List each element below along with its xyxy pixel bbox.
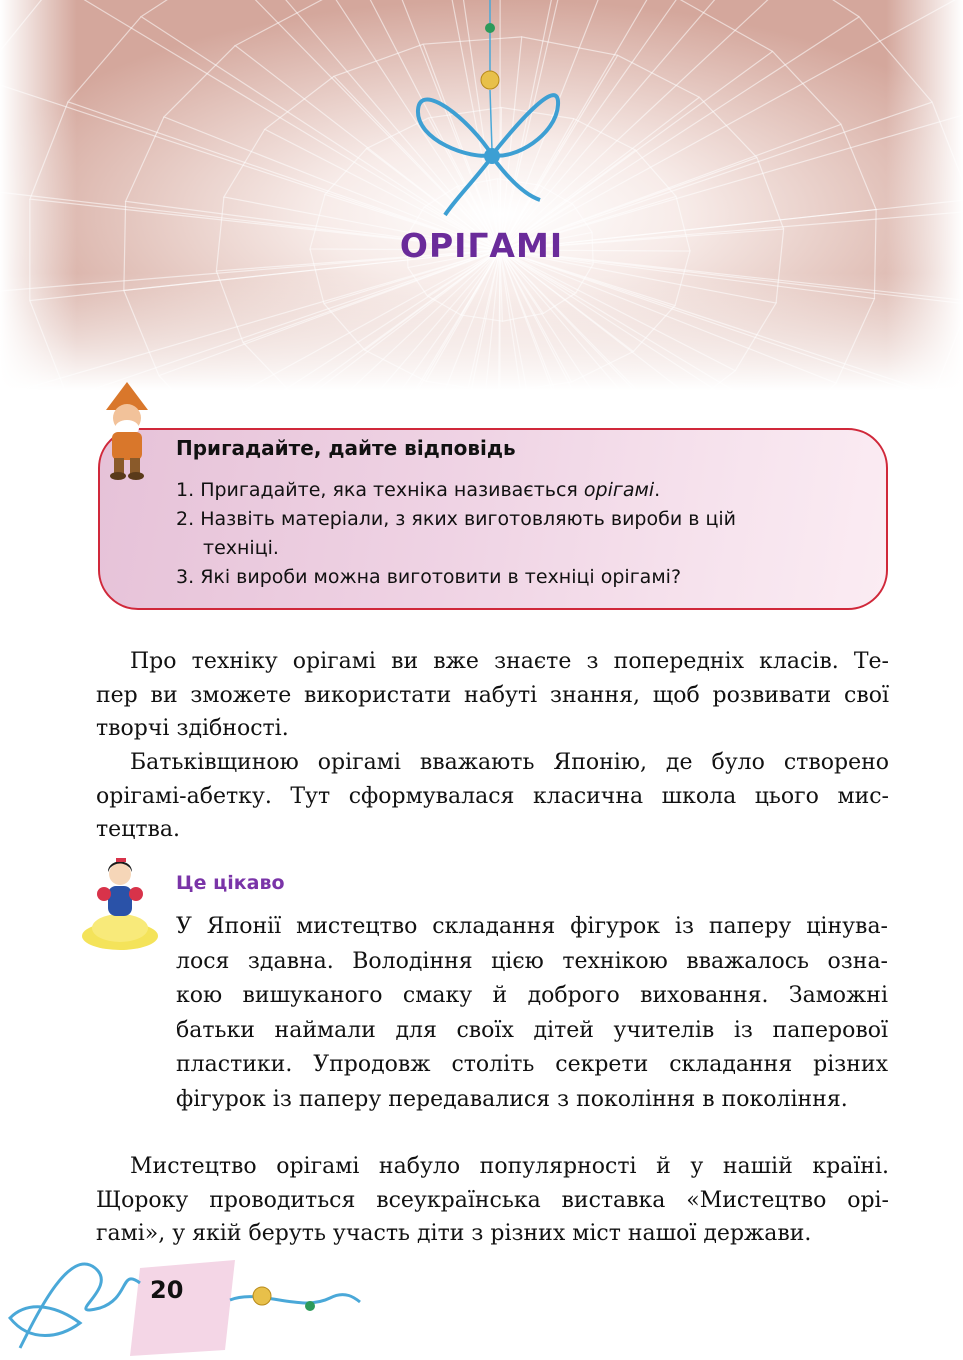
question-2: 2. Назвіть матеріали, з яких виготовляють вироби в цій техніці. — [176, 508, 737, 559]
paragraph-2: Батьківщиною орігамі вважають Японію, де було створено орігамі-абетку. Тут сформувалася класична школа цього мис- тецтва. — [96, 750, 889, 842]
recall-box-title: Пригадайте, дайте відповідь — [176, 436, 516, 460]
dwarf-character-icon — [92, 380, 162, 480]
question-list — [176, 476, 856, 592]
origami-hero-image — [0, 0, 963, 390]
interesting-text: У Японії мистецтво складання фігурок із паперу цінува- лося здавна. Володіння цією технікою вважалось озна- кою вишуканого смаку й доброго виховання. Заможні батьки наймали для своїх дітей учителів із паперової пластики. Упродовж століть секрети складання різних фігурок із паперу передавалися з покоління в покоління. — [176, 914, 888, 1112]
question-3: 3. Які вироби можна виготовити в техніці орігамі? — [176, 566, 682, 588]
paragraph-1: Про техніку орігамі ви вже знаєте з попередніх класів. Те- пер ви зможете використати набуті знання, щоб розвивати свої творчі здібності. — [96, 649, 889, 741]
footer-ribbon-decoration — [0, 1238, 400, 1360]
question-1: 1. Пригадайте, яка техніка називається орігамі. — [176, 479, 661, 501]
paragraph-3: Мистецтво орігамі набуло популярності й у нашій країні. Щороку проводиться всеукраїнська виставка «Мистецтво орі- гамі», у якій беруть участь діти з різних міст нашої держави. — [96, 1154, 889, 1246]
page-number: 20 — [150, 1276, 184, 1304]
interesting-title: Це цікаво — [176, 872, 285, 894]
page-title: ОРІГАМІ — [399, 226, 564, 265]
snow-white-character-icon — [78, 856, 160, 951]
